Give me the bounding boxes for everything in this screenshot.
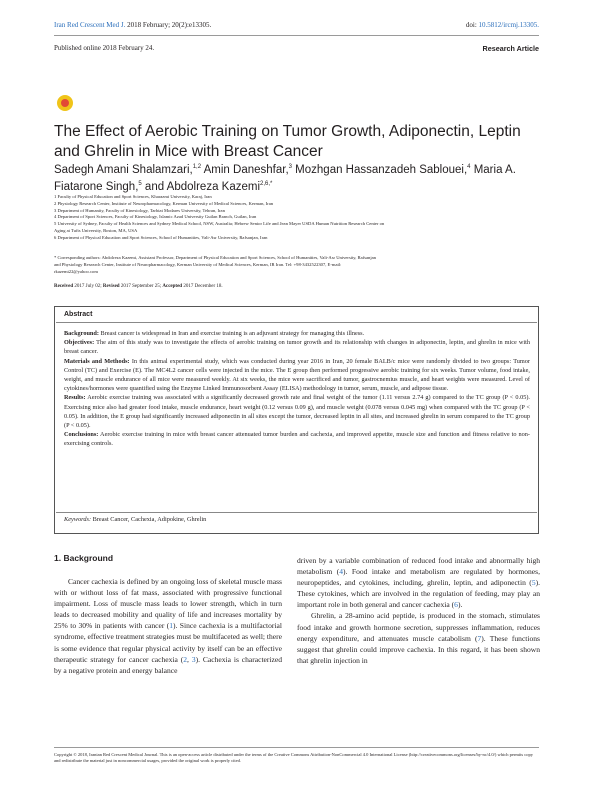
results-label: Results: bbox=[64, 394, 86, 402]
revised-label: Revised bbox=[102, 284, 120, 289]
objectives-label: Objectives: bbox=[64, 339, 95, 347]
paragraph-text: driven by a variable combination of reduced food intake and abnormally high metabolism ( bbox=[297, 556, 540, 577]
corresponding-author bbox=[54, 255, 542, 275]
paragraph-text: ). bbox=[457, 600, 463, 610]
citation-link[interactable]: 5 bbox=[531, 578, 536, 588]
paragraph bbox=[297, 610, 540, 665]
author-affiliation-marker: 4 bbox=[467, 164, 471, 170]
citation-link[interactable]: 2 bbox=[183, 654, 188, 664]
background-text: Breast cancer is widespread in Iran and exercise training is an adjuvant strategy for managing this illness. bbox=[98, 330, 365, 337]
doi-label: doi: bbox=[465, 21, 479, 29]
affiliation: 3 Department of Humanity, Faculty of Kinesiology, Tarbiat Modares University, Tehran, Iran bbox=[54, 207, 225, 213]
author-affiliation-marker: 5 bbox=[138, 181, 142, 188]
abstract-results bbox=[64, 393, 530, 430]
header-rule bbox=[54, 35, 539, 36]
affiliation: 6 Department of Physical Education and Sport Sciences, School of Humanities, Vali-Asr University, Rafsanjan, Iran bbox=[54, 234, 268, 240]
conclusions-text: Aerobic exercise training in mice with breast cancer attenuated tumor burden and cachexia, and improved appetite, muscle size and function and fitness relative to non-exercising controls. bbox=[64, 431, 530, 448]
paragraph-text: , bbox=[187, 654, 192, 664]
keywords-label: Keywords: bbox=[64, 516, 92, 523]
methods-label: Materials and Methods: bbox=[64, 357, 130, 365]
objectives-text: The aim of this study was to investigate the effects of aerobic training on tumor growth and its relationship with changes in adiponectin, leptin, and ghrelin in mice with breast cancer. bbox=[64, 339, 530, 356]
affiliation: 5 University of Sydney, Faculty of Health Sciences and Sydney Medical School, NSW, Australia; Hebrew Senior Life and Jean Mayer USDA Human Nutrition Research Center on bbox=[54, 221, 385, 227]
journal-name-link[interactable]: Iran Red Crescent Med J. bbox=[54, 21, 126, 29]
citation-link[interactable]: 3 bbox=[191, 654, 196, 664]
abstract-divider bbox=[56, 322, 537, 323]
citation-link[interactable]: 7 bbox=[477, 633, 482, 643]
section-heading-background: 1. Background bbox=[54, 553, 114, 563]
affiliation: 1 Faculty of Physical Education and Sport Sciences, Kharazmi University, Karaj, Iran bbox=[54, 194, 212, 199]
affiliation: 4 Department of Sport Sciences, Faculty of Kinesiology, Islamic Azad University Guilan Branch, Guilan, Iran bbox=[54, 214, 257, 220]
body-column-left bbox=[54, 576, 282, 676]
footer-rule bbox=[54, 747, 539, 748]
article-dates bbox=[54, 284, 223, 289]
keywords-text: Breast Cancer, Cachexia, Adipokine, Ghrelin bbox=[91, 516, 207, 523]
author-name: Mozhgan Hassanzadeh Sablouei, bbox=[291, 163, 468, 176]
author-list bbox=[54, 160, 544, 195]
citation-link[interactable]: 1 bbox=[169, 621, 174, 631]
keywords-divider bbox=[56, 512, 537, 513]
paragraph-text: Cancer cachexia is defined by an ongoing loss of skeletal muscle mass with or without loss of fat mass, associated with progressive functional impairment. Loss of muscle mass leads to lower strength, which in turn leads to decreased mobility and quality of life and increases mortality by 25% to 30% in patients with cancer ( bbox=[54, 577, 282, 631]
affiliation: Aging at Tufts University, Boston, MA, USA bbox=[54, 227, 138, 233]
author-name: Sadegh Amani Shalamzari, bbox=[54, 163, 193, 176]
accepted-date: 2017 December 18. bbox=[182, 284, 223, 289]
abstract-conclusions bbox=[64, 430, 530, 448]
abstract-methods bbox=[64, 357, 530, 394]
received-label: Received bbox=[54, 284, 74, 289]
abstract-body bbox=[64, 329, 530, 449]
revised-date: 2017 September 25; bbox=[119, 284, 163, 289]
paragraph-text: ). Since cachexia is a multifactorial syndrome, effective treatment strategies must be multifaceted as well; there is some evidence that regular physical activity by itself can be an effective therapeutic strategy for cancer cachexia ( bbox=[54, 621, 282, 664]
paragraph-text: Ghrelin, a 28-amino acid peptide, is produced in the stomach, stimulates food intake and growth hormone secretion, suppresses inflammation, reduces energy expenditure, and attenuates muscle catabolism ( bbox=[297, 611, 540, 643]
author-affiliation-marker: 1,2 bbox=[192, 164, 202, 170]
corresponding-line: and Physiology Research Center, Institute of Neuropharmacology, Kerman University of Medical Sciences, Kerman, IR Iran. Tel: +98-3432522307, E-mail: bbox=[54, 261, 342, 267]
keywords bbox=[64, 516, 206, 523]
article-type: Research Article bbox=[482, 44, 539, 53]
doi-link[interactable]: 10.5812/ircmj.13305. bbox=[478, 21, 539, 29]
article-title: The Effect of Aerobic Training on Tumor Growth, Adiponectin, Leptin and Ghrelin in Mice with Breast Cancer bbox=[54, 123, 521, 160]
background-label: Background: bbox=[64, 330, 99, 337]
journal-logo-icon bbox=[57, 95, 73, 111]
methods-text: In this animal experimental study, which was conducted during year 2016 in Iran, 20 female BALB/c mice were randomly divided to two groups: Tumor Control (TC) and Exercise (E). The MC4L2 cancer cells were injected in the mice. The E group then performed progressive aerobic training for six weeks. Tumor volume, food intake, weight, and muscle endurance of all mice were measured weekly. At six weeks, the mice were sacrificed and tumor, gastrocnemius muscle, and heart weights were measured. Level of cytokines/hormones were quantified using the Enzyme Linked Immunosorbent Assay (ELISA) methodology in tumor, serum, muscle, and adipose tissue. bbox=[64, 357, 530, 393]
body-column-right bbox=[297, 555, 540, 666]
paragraph-text: ). Cachexia is characterized by a negative protein and energy balance bbox=[54, 654, 282, 675]
conclusions-label: Conclusions: bbox=[64, 431, 99, 439]
corresponding-email[interactable]: rkazemi22@yahoo.com bbox=[54, 268, 98, 274]
accepted-label: Accepted bbox=[162, 284, 183, 289]
paragraph bbox=[297, 555, 540, 610]
abstract-heading: Abstract bbox=[64, 311, 93, 318]
published-date: Published online 2018 February 24. bbox=[54, 44, 155, 52]
affiliations bbox=[54, 194, 542, 242]
citation-link[interactable]: 6 bbox=[454, 600, 458, 610]
citation-text: 2018 February; 20(2):e13305. bbox=[125, 21, 212, 29]
author-name: Maria A. Fiatarone Singh, bbox=[54, 163, 516, 194]
paragraph bbox=[54, 576, 282, 676]
doi bbox=[466, 21, 539, 29]
paragraph-text: ). These cytokines, which are involved in the regulation of feeding, may play an important role in both general and cancer cachexia ( bbox=[297, 578, 540, 610]
received-date: 2017 July 02; bbox=[73, 284, 103, 289]
journal-citation bbox=[54, 21, 211, 29]
author-affiliation-marker: 2,6,* bbox=[260, 181, 273, 188]
copyright-notice: Copyright © 2018, Iranian Red Crescent Medical Journal. This is an open-access article distributed under the terms of the Creative Commons Attribution-NonCommercial 4.0 International License (http://creativecommons.org/licenses/by-nc/4.0/) which permits copy and redistribute the material just in noncommercial usages, provided the original work is properly cited. bbox=[54, 752, 534, 764]
affiliation: 2 Physiology Research Center, Institute of Neuropharmacology, Kerman University of Medical Sciences, Kerman, Iran bbox=[54, 200, 274, 206]
citation-link[interactable]: 4 bbox=[339, 567, 344, 577]
results-text: Aerobic exercise training was associated with a significantly decreased growth rate and final weight of the tumor (1.11 versus 2.74 g) compared to the TC group (P < 0.05). Exercising mice also had greater food intake, muscle endurance, heart weight (0.12 versus 0.09 g), and muscle weight (0.078 versus 0.045 mg) when compared with the TC group (P < 0.05). In addition, the E group had significantly increased adiponectin in all sites except the tumor, decreased leptin in all sites, and increased ghrelin in serum compared to the TC group (P < 0.05). bbox=[64, 394, 530, 430]
corresponding-line: * Corresponding authors: Abdolreza Kazemi, Assistant Professor, Department of Physical Education and Sport Sciences, School of Humanities, Vali-Asr University, Rafsanjan bbox=[54, 255, 376, 260]
paragraph-text: ). Food intake and metabolism are regulated by hormones, neuropeptides, and cytokines, including, ghrelin, leptin, and adiponectin ( bbox=[297, 567, 540, 588]
author-name: and Abdolreza Kazemi bbox=[141, 181, 261, 194]
abstract-objectives bbox=[64, 338, 530, 356]
paragraph-text: ). These functions suggest that ghrelin could improve cachexia. In this regard, it has been shown that ghrelin injection in bbox=[297, 633, 540, 665]
abstract-background bbox=[64, 329, 530, 338]
author-name: Amin Daneshfar, bbox=[201, 163, 289, 176]
author-affiliation-marker: 3 bbox=[288, 164, 292, 170]
